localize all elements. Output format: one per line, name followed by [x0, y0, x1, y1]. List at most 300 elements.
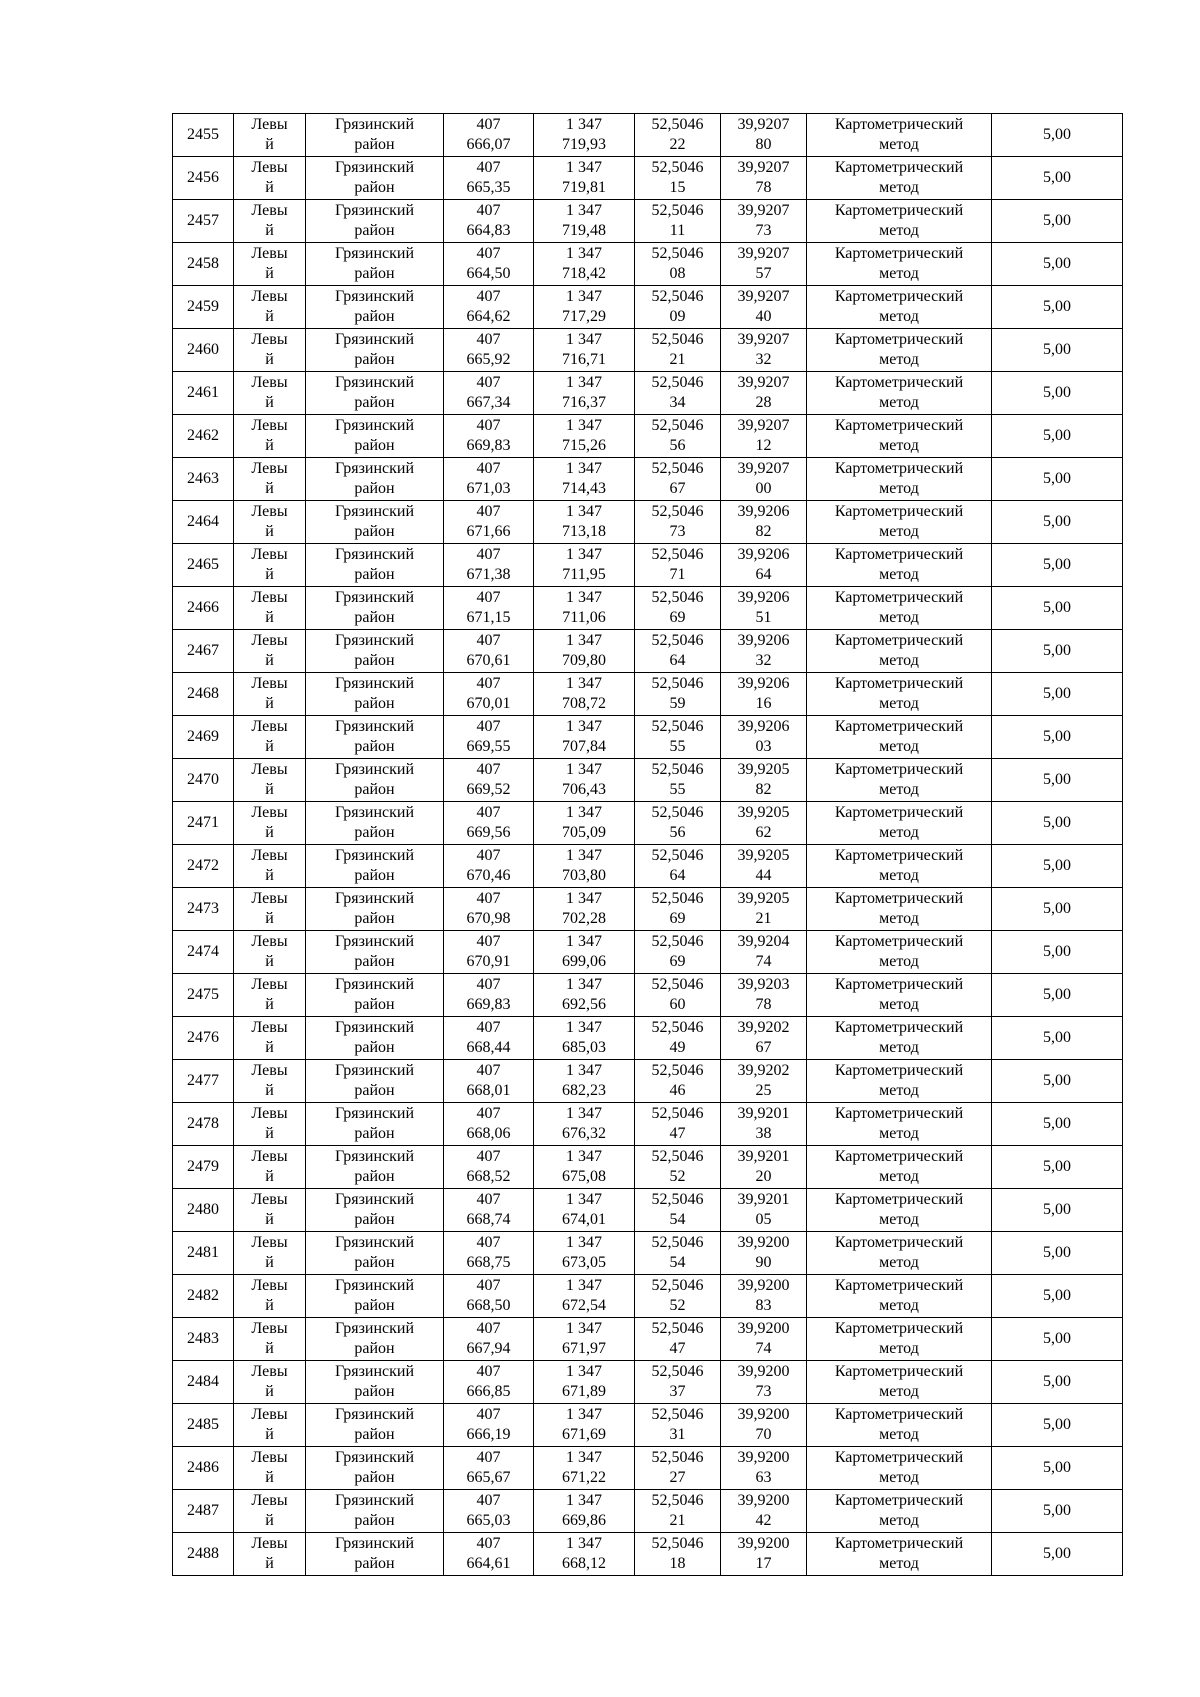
side-line: Левы	[251, 331, 288, 348]
point-number-cell: 2463	[173, 458, 234, 501]
x-coordinate-cell	[444, 243, 534, 286]
x-coordinate-line: 667,34	[466, 394, 511, 411]
point-number-cell: 2461	[173, 372, 234, 415]
district-line: Грязинский	[334, 1363, 415, 1380]
x-coordinate-line: 407	[476, 675, 501, 692]
side-line: Левы	[251, 847, 288, 864]
method-cell	[807, 329, 992, 372]
district-line: район	[354, 222, 395, 239]
x-coordinate-cell	[444, 1232, 534, 1275]
longitude-line: 83	[755, 1297, 772, 1314]
y-coordinate-cell	[534, 157, 635, 200]
x-coordinate-line: 664,83	[466, 222, 511, 239]
latitude-line: 52,5046	[651, 847, 704, 864]
x-coordinate-cell	[444, 1533, 534, 1576]
x-coordinate-line: 407	[476, 245, 501, 262]
y-coordinate-line: 1 347	[566, 804, 602, 821]
latitude-line: 52,5046	[651, 503, 704, 520]
x-coordinate-line: 671,66	[466, 523, 511, 540]
x-coordinate-line: 664,50	[466, 265, 511, 282]
district-line: район	[354, 308, 395, 325]
latitude-line: 08	[669, 265, 686, 282]
longitude-line: 70	[755, 1426, 772, 1443]
side-line: Левы	[251, 1148, 288, 1165]
table-row	[173, 544, 1123, 587]
longitude-line: 73	[755, 222, 772, 239]
y-coordinate-cell	[534, 1490, 635, 1533]
point-number-cell: 2482	[173, 1275, 234, 1318]
y-coordinate-cell	[534, 1189, 635, 1232]
side-cell	[234, 802, 306, 845]
district-cell	[306, 1275, 444, 1318]
y-coordinate-line: 1 347	[566, 1320, 602, 1337]
y-coordinate-cell	[534, 501, 635, 544]
district-cell	[306, 931, 444, 974]
point-number-cell: 2487	[173, 1490, 234, 1533]
longitude-cell	[721, 1189, 807, 1232]
method-line: метод	[879, 1082, 919, 1099]
side-cell	[234, 759, 306, 802]
method-line: метод	[879, 1469, 919, 1486]
longitude-line: 39,9200	[737, 1277, 790, 1294]
district-line: район	[354, 351, 395, 368]
latitude-line: 54	[669, 1211, 686, 1228]
latitude-line: 34	[669, 394, 686, 411]
side-line: Левы	[251, 374, 288, 391]
y-coordinate-line: 1 347	[566, 632, 602, 649]
longitude-line: 05	[755, 1211, 772, 1228]
district-line: район	[354, 1039, 395, 1056]
longitude-cell	[721, 1318, 807, 1361]
latitude-line: 56	[669, 437, 686, 454]
longitude-cell	[721, 114, 807, 157]
method-line: метод	[879, 265, 919, 282]
latitude-cell	[635, 630, 721, 673]
table-row	[173, 931, 1123, 974]
side-line: й	[265, 867, 274, 884]
y-coordinate-line: 1 347	[566, 245, 602, 262]
table-row	[173, 716, 1123, 759]
latitude-line: 21	[669, 1512, 686, 1529]
longitude-line: 39,9200	[737, 1406, 790, 1423]
district-cell	[306, 544, 444, 587]
x-coordinate-line: 665,92	[466, 351, 511, 368]
method-cell	[807, 1361, 992, 1404]
accuracy-cell: 5,00	[992, 243, 1123, 286]
x-coordinate-line: 407	[476, 288, 501, 305]
x-coordinate-line: 407	[476, 589, 501, 606]
x-coordinate-cell	[444, 1189, 534, 1232]
accuracy-cell: 5,00	[992, 372, 1123, 415]
district-cell	[306, 802, 444, 845]
method-cell	[807, 1533, 992, 1576]
x-coordinate-cell	[444, 415, 534, 458]
latitude-cell	[635, 1275, 721, 1318]
latitude-line: 31	[669, 1426, 686, 1443]
longitude-line: 90	[755, 1254, 772, 1271]
longitude-line: 42	[755, 1512, 772, 1529]
longitude-cell	[721, 1060, 807, 1103]
side-line: Левы	[251, 503, 288, 520]
longitude-cell	[721, 329, 807, 372]
longitude-cell	[721, 458, 807, 501]
accuracy-cell: 5,00	[992, 888, 1123, 931]
accuracy-cell: 5,00	[992, 114, 1123, 157]
y-coordinate-line: 708,72	[562, 695, 606, 712]
side-line: й	[265, 1254, 274, 1271]
latitude-line: 37	[669, 1383, 686, 1400]
side-line: й	[265, 652, 274, 669]
method-line: метод	[879, 351, 919, 368]
district-cell	[306, 1533, 444, 1576]
side-cell	[234, 716, 306, 759]
longitude-line: 21	[755, 910, 772, 927]
district-line: Грязинский	[334, 1062, 415, 1079]
point-number-cell: 2479	[173, 1146, 234, 1189]
district-line: Грязинский	[334, 288, 415, 305]
longitude-line: 03	[755, 738, 772, 755]
side-line: й	[265, 1125, 274, 1142]
latitude-cell	[635, 1318, 721, 1361]
y-coordinate-cell	[534, 286, 635, 329]
side-cell	[234, 1361, 306, 1404]
method-cell	[807, 974, 992, 1017]
y-coordinate-cell	[534, 1447, 635, 1490]
table-row	[173, 974, 1123, 1017]
method-line: Картометрический	[834, 675, 964, 692]
latitude-cell	[635, 759, 721, 802]
latitude-line: 27	[669, 1469, 686, 1486]
side-cell	[234, 114, 306, 157]
latitude-line: 52,5046	[651, 1535, 704, 1552]
table-row	[173, 1017, 1123, 1060]
y-coordinate-cell	[534, 1103, 635, 1146]
x-coordinate-cell	[444, 544, 534, 587]
x-coordinate-line: 664,61	[466, 1555, 511, 1572]
latitude-line: 52	[669, 1297, 686, 1314]
longitude-line: 39,9200	[737, 1492, 790, 1509]
method-line: метод	[879, 394, 919, 411]
y-coordinate-line: 682,23	[562, 1082, 606, 1099]
side-line: Левы	[251, 1406, 288, 1423]
accuracy-cell: 5,00	[992, 1318, 1123, 1361]
latitude-line: 47	[669, 1125, 686, 1142]
method-line: метод	[879, 480, 919, 497]
accuracy-cell: 5,00	[992, 974, 1123, 1017]
method-line: Картометрический	[834, 1535, 964, 1552]
table-row	[173, 458, 1123, 501]
point-number-cell: 2466	[173, 587, 234, 630]
y-coordinate-line: 699,06	[562, 953, 606, 970]
point-number-cell: 2472	[173, 845, 234, 888]
x-coordinate-cell	[444, 501, 534, 544]
y-coordinate-line: 669,86	[562, 1512, 606, 1529]
side-cell	[234, 1275, 306, 1318]
y-coordinate-cell	[534, 716, 635, 759]
table-row	[173, 802, 1123, 845]
method-line: Картометрический	[834, 933, 964, 950]
longitude-cell	[721, 372, 807, 415]
latitude-line: 52,5046	[651, 460, 704, 477]
y-coordinate-line: 1 347	[566, 675, 602, 692]
x-coordinate-line: 407	[476, 1191, 501, 1208]
method-cell	[807, 114, 992, 157]
longitude-line: 25	[755, 1082, 772, 1099]
method-line: метод	[879, 1512, 919, 1529]
latitude-line: 52,5046	[651, 116, 704, 133]
x-coordinate-line: 407	[476, 761, 501, 778]
y-coordinate-line: 715,26	[562, 437, 606, 454]
accuracy-cell: 5,00	[992, 1533, 1123, 1576]
x-coordinate-cell	[444, 587, 534, 630]
longitude-line: 40	[755, 308, 772, 325]
longitude-cell	[721, 1533, 807, 1576]
side-line: Левы	[251, 460, 288, 477]
longitude-line: 28	[755, 394, 772, 411]
longitude-line: 39,9200	[737, 1535, 790, 1552]
y-coordinate-line: 1 347	[566, 202, 602, 219]
latitude-line: 52,5046	[651, 245, 704, 262]
table-row	[173, 1232, 1123, 1275]
accuracy-cell: 5,00	[992, 1017, 1123, 1060]
side-cell	[234, 974, 306, 1017]
y-coordinate-line: 1 347	[566, 718, 602, 735]
side-line: й	[265, 566, 274, 583]
x-coordinate-line: 407	[476, 933, 501, 950]
method-line: метод	[879, 222, 919, 239]
y-coordinate-line: 675,08	[562, 1168, 606, 1185]
latitude-line: 71	[669, 566, 686, 583]
latitude-line: 52,5046	[651, 1105, 704, 1122]
method-cell	[807, 200, 992, 243]
y-coordinate-line: 711,06	[562, 609, 606, 626]
longitude-line: 39,9201	[737, 1105, 790, 1122]
x-coordinate-cell	[444, 802, 534, 845]
district-cell	[306, 1404, 444, 1447]
latitude-line: 52,5046	[651, 374, 704, 391]
latitude-line: 52,5046	[651, 1234, 704, 1251]
method-line: Картометрический	[834, 546, 964, 563]
side-line: й	[265, 1469, 274, 1486]
latitude-cell	[635, 974, 721, 1017]
method-line: метод	[879, 867, 919, 884]
x-coordinate-line: 665,67	[466, 1469, 511, 1486]
method-line: Картометрический	[834, 847, 964, 864]
y-coordinate-line: 1 347	[566, 589, 602, 606]
y-coordinate-line: 671,97	[562, 1340, 606, 1357]
district-cell	[306, 845, 444, 888]
district-line: район	[354, 867, 395, 884]
district-cell	[306, 415, 444, 458]
y-coordinate-line: 718,42	[562, 265, 606, 282]
y-coordinate-line: 671,22	[562, 1469, 606, 1486]
method-cell	[807, 716, 992, 759]
latitude-line: 52,5046	[651, 1449, 704, 1466]
latitude-cell	[635, 587, 721, 630]
method-line: метод	[879, 1297, 919, 1314]
latitude-cell	[635, 1189, 721, 1232]
x-coordinate-line: 668,75	[466, 1254, 511, 1271]
y-coordinate-line: 716,37	[562, 394, 606, 411]
latitude-cell	[635, 845, 721, 888]
y-coordinate-line: 1 347	[566, 847, 602, 864]
method-line: метод	[879, 1168, 919, 1185]
x-coordinate-cell	[444, 845, 534, 888]
latitude-line: 52,5046	[651, 1277, 704, 1294]
side-line: Левы	[251, 890, 288, 907]
method-line: Картометрический	[834, 374, 964, 391]
x-coordinate-line: 668,01	[466, 1082, 511, 1099]
district-line: Грязинский	[334, 417, 415, 434]
side-line: й	[265, 1168, 274, 1185]
y-coordinate-cell	[534, 243, 635, 286]
district-line: район	[354, 1125, 395, 1142]
x-coordinate-line: 665,03	[466, 1512, 511, 1529]
method-line: метод	[879, 781, 919, 798]
district-line: Грязинский	[334, 976, 415, 993]
table-row	[173, 673, 1123, 716]
x-coordinate-line: 670,98	[466, 910, 511, 927]
district-line: Грязинский	[334, 1019, 415, 1036]
y-coordinate-cell	[534, 630, 635, 673]
x-coordinate-line: 407	[476, 1535, 501, 1552]
point-number-cell: 2483	[173, 1318, 234, 1361]
point-number-cell: 2458	[173, 243, 234, 286]
longitude-cell	[721, 243, 807, 286]
latitude-cell	[635, 1103, 721, 1146]
x-coordinate-cell	[444, 759, 534, 802]
method-cell	[807, 1189, 992, 1232]
table-row	[173, 845, 1123, 888]
longitude-line: 39,9202	[737, 1019, 790, 1036]
x-coordinate-cell	[444, 1103, 534, 1146]
method-cell	[807, 1447, 992, 1490]
side-cell	[234, 845, 306, 888]
x-coordinate-line: 668,06	[466, 1125, 511, 1142]
longitude-line: 39,9205	[737, 847, 790, 864]
y-coordinate-line: 713,18	[562, 523, 606, 540]
y-coordinate-cell	[534, 1017, 635, 1060]
point-number-cell: 2464	[173, 501, 234, 544]
longitude-cell	[721, 1490, 807, 1533]
method-line: метод	[879, 1383, 919, 1400]
district-cell	[306, 1146, 444, 1189]
district-line: Грязинский	[334, 245, 415, 262]
latitude-cell	[635, 1146, 721, 1189]
side-line: й	[265, 738, 274, 755]
district-line: Грязинский	[334, 1191, 415, 1208]
side-line: Левы	[251, 761, 288, 778]
method-cell	[807, 1275, 992, 1318]
longitude-cell	[721, 1447, 807, 1490]
method-cell	[807, 544, 992, 587]
accuracy-cell: 5,00	[992, 1103, 1123, 1146]
y-coordinate-cell	[534, 888, 635, 931]
longitude-cell	[721, 673, 807, 716]
district-line: район	[354, 1426, 395, 1443]
side-line: Левы	[251, 1019, 288, 1036]
x-coordinate-line: 670,46	[466, 867, 511, 884]
x-coordinate-line: 668,52	[466, 1168, 511, 1185]
accuracy-cell: 5,00	[992, 1060, 1123, 1103]
x-coordinate-line: 670,61	[466, 652, 511, 669]
method-line: метод	[879, 652, 919, 669]
side-line: Левы	[251, 159, 288, 176]
latitude-cell	[635, 1361, 721, 1404]
y-coordinate-line: 671,69	[562, 1426, 606, 1443]
x-coordinate-line: 664,62	[466, 308, 511, 325]
table-row	[173, 1447, 1123, 1490]
point-number-cell: 2476	[173, 1017, 234, 1060]
latitude-cell	[635, 243, 721, 286]
method-line: Картометрический	[834, 1277, 964, 1294]
longitude-cell	[721, 1017, 807, 1060]
y-coordinate-line: 1 347	[566, 417, 602, 434]
longitude-cell	[721, 200, 807, 243]
method-line: метод	[879, 1426, 919, 1443]
y-coordinate-line: 1 347	[566, 460, 602, 477]
district-line: район	[354, 136, 395, 153]
x-coordinate-line: 407	[476, 417, 501, 434]
y-coordinate-cell	[534, 544, 635, 587]
longitude-line: 39,9200	[737, 1363, 790, 1380]
y-coordinate-line: 1 347	[566, 1019, 602, 1036]
x-coordinate-cell	[444, 114, 534, 157]
method-line: Картометрический	[834, 1406, 964, 1423]
side-line: й	[265, 437, 274, 454]
district-line: район	[354, 953, 395, 970]
method-line: Картометрический	[834, 804, 964, 821]
district-line: район	[354, 1383, 395, 1400]
method-line: Картометрический	[834, 718, 964, 735]
district-line: район	[354, 910, 395, 927]
x-coordinate-cell	[444, 931, 534, 974]
method-cell	[807, 845, 992, 888]
latitude-cell	[635, 372, 721, 415]
y-coordinate-line: 1 347	[566, 116, 602, 133]
district-line: Грязинский	[334, 933, 415, 950]
x-coordinate-line: 669,83	[466, 996, 511, 1013]
latitude-line: 54	[669, 1254, 686, 1271]
district-cell	[306, 1060, 444, 1103]
side-cell	[234, 372, 306, 415]
method-line: Картометрический	[834, 890, 964, 907]
method-line: Картометрический	[834, 761, 964, 778]
longitude-cell	[721, 630, 807, 673]
table-row	[173, 1060, 1123, 1103]
y-coordinate-line: 716,71	[562, 351, 606, 368]
side-cell	[234, 1146, 306, 1189]
latitude-line: 52,5046	[651, 288, 704, 305]
y-coordinate-line: 1 347	[566, 546, 602, 563]
method-cell	[807, 888, 992, 931]
longitude-line: 38	[755, 1125, 772, 1142]
y-coordinate-line: 674,01	[562, 1211, 606, 1228]
table-row	[173, 1146, 1123, 1189]
district-cell	[306, 157, 444, 200]
side-cell	[234, 1060, 306, 1103]
latitude-cell	[635, 673, 721, 716]
method-line: Картометрический	[834, 460, 964, 477]
point-number-cell: 2484	[173, 1361, 234, 1404]
point-number-cell: 2485	[173, 1404, 234, 1447]
side-line: Левы	[251, 1105, 288, 1122]
latitude-line: 18	[669, 1555, 686, 1572]
district-cell	[306, 501, 444, 544]
x-coordinate-line: 666,19	[466, 1426, 511, 1443]
point-number-cell: 2457	[173, 200, 234, 243]
method-cell	[807, 759, 992, 802]
